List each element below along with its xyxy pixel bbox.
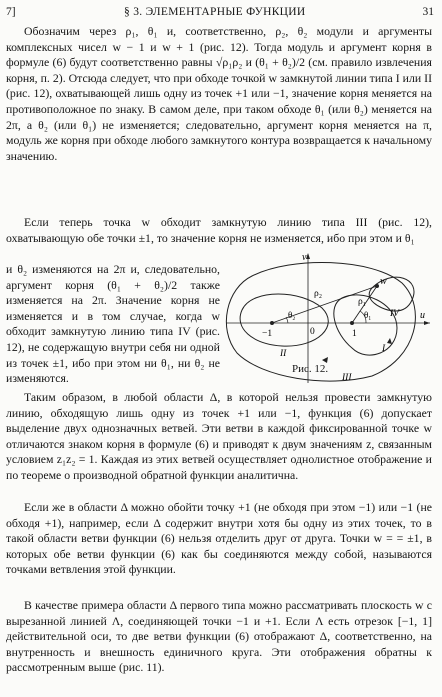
label-curve-III: III [342,373,352,383]
curve-IV [369,277,414,311]
label-rho1: ρ₁ [358,297,367,307]
paragraph-3: Таким образом, в любой области Δ, в которой нельзя провести замкнутую линию, обходящую лишь одну из точек +1 или −1, функция (6) допускает выделение двух однозначных ветвей. Эти ветви в каждой фиксированной точке w отличаются знаком корня в формуле (6) и приводят к двум значениям z, связанным условием z₁z₂ = 1. Каждая из этих ветвей осуществляет однолистное отображение и по теореме о производной обратной функции аналитична. [6,390,432,482]
paragraph-2-top-block [6,215,432,246]
paragraph-2-left: и θ₂ изменяются на 2π и, следовательно, аргумент корня (θ₁ + θ₂)/2 также изменяется на 2π. Значение корня не изменяется и в том случае, когда w обходит замкнутую линию типа IV (рис. 12), не содержащую внутри себя ни одной из точек ±1, ибо при этом ни θ₁, ни θ₂ не изменяются. [6,262,220,386]
point-plus-one [350,321,354,325]
label-v: v [302,252,307,263]
paragraph-3-block [6,390,432,484]
v-axis-arrow [306,253,310,259]
label-minus-one: −1 [262,329,273,339]
paragraph-1-block [6,24,432,164]
figure-caption: Рис. 12. [292,363,329,375]
paragraph-2-top: Если теперь точка w обходит замкнутую линию типа III (рис. 12), охватывающую обе точки ±1, то значение корня не изменяется, ибо при этом и θ₁ [6,215,432,245]
label-theta1: θ₁ [364,310,372,320]
label-curve-I: I [382,344,386,354]
section-title: § 3. ЭЛЕМЕНТАРНЫЕ ФУНКЦИИ [124,6,306,18]
label-w: w [380,276,387,287]
curve-arrow [387,338,392,344]
paragraph-5: В качестве примера области Δ первого типа можно рассматривать плоскость w с вырезанной линией Λ, соединяющей точки −1 и +1. Если Λ есть отрезок [−1, 1] действительной оси, то две ветви функции (6) отображают Δ, соответственно, на внутренность и внешность единичного круга. Эти отображения обратны к рассмотренным выше (рис. 11). [6,598,432,675]
point-minus-one [270,321,274,325]
paragraph-4-block [6,500,432,578]
paragraph-5-block [6,598,432,676]
label-curve-IV: IV [390,309,399,319]
label-curve-II: II [280,349,287,359]
paragraph-2-left-block [6,262,220,387]
u-axis-arrow [424,321,430,325]
label-rho2: ρ₂ [314,289,323,299]
paragraph-4: Если же в области Δ можно обойти точку +1 (не обходя при этом −1) или −1 (не обходя +1), например, если Δ содержит внутри хотя бы одну из этих точек, то в такой области ветви функции (6) нельзя отделить друг от друга. Точки w = = ±1, в которых обе ветви функции (6) как бы соединяются между собой, называются точками ветвления этой функции. [6,500,432,577]
curve-II [240,294,328,346]
label-origin: 0 [310,327,315,337]
label-plus-one: 1 [352,329,357,339]
label-u: u [420,310,425,321]
running-header [6,5,434,21]
label-theta2: θ₂ [288,310,296,320]
section-number: 7] [6,6,16,18]
paragraph-1: Обозначим через ρ₁, θ₁ и, соответственно, ρ₂, θ₂ модули и аргументы комплексных чисел w − 1 и w + 1 (рис. 12). Тогда модуль и аргумент корня в формуле (6) будут соответственно равны √ρ₁ρ₂ и (θ₁ + θ₂)/2 (см. правило извлечения корня, п. 2). Отсюда следует, что при обходе точкой w замкнутой линии типа I или II (рис. 12), охватывающей лишь одну из точек +1 или −1, значение корня меняется на противоположное по знаку. В самом деле, при таком обходе θ₁ (или θ₂) меняется на 2π, а θ₂ (или θ₁) не изменяется; следовательно, аргумент корня меняется на π, модуль же корня при обходе любого замкнутого контура возвращается к начальному значению. [6,24,432,163]
point-w [375,284,379,288]
page-number: 31 [422,6,434,18]
